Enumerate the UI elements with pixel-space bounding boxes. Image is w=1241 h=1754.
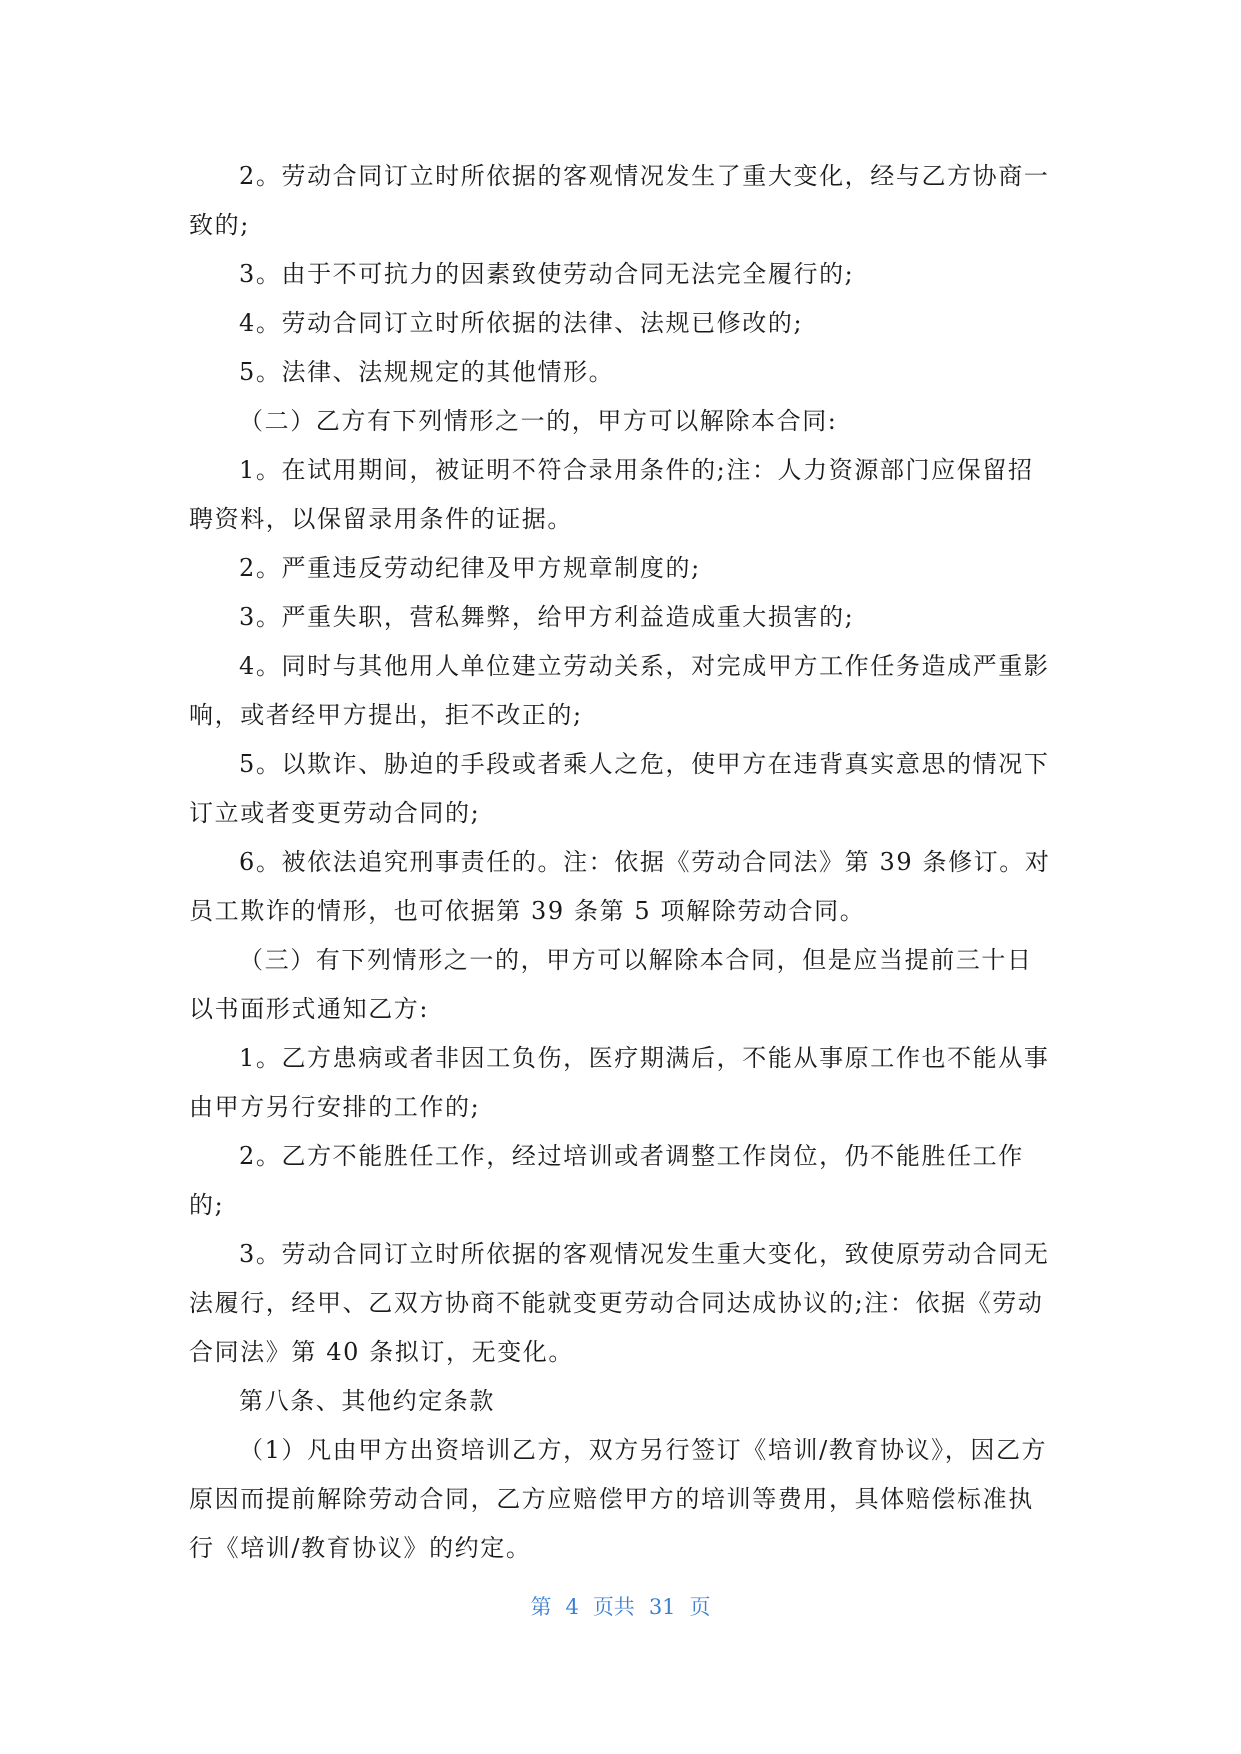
footer-suffix: 页 [689,1595,711,1619]
clause-paragraph: 6。被依法追究刑事责任的。注：依据《劳动合同法》第 39 条修订。对员工欺诈的情形，也可依据第 39 条第 5 项解除劳动合同。 [189,848,1051,925]
section-heading: （二）乙方有下列情形之一的，甲方可以解除本合同: [239,407,838,435]
page-footer [0,1591,1241,1621]
section-heading: （三）有下列情形之一的，甲方可以解除本合同，但是应当提前三十日以书面形式通知乙方: [189,946,1033,1023]
clause-paragraph: 3。由于不可抗力的因素致使劳动合同无法完全履行的; [239,260,855,288]
clause-paragraph: 2。乙方不能胜任工作，经过培训或者调整工作岗位，仍不能胜任工作的; [189,1142,1024,1219]
article-heading: 第八条、其他约定条款 [239,1387,495,1415]
footer-middle: 页共 [592,1595,635,1619]
clause-paragraph: 5。法律、法规规定的其他情形。 [239,358,615,386]
clause-paragraph: 2。严重违反劳动纪律及甲方规章制度的; [239,554,701,582]
clause-paragraph: 1。在试用期间，被证明不符合录用条件的;注：人力资源部门应保留招聘资料，以保留录用条件的证据。 [189,456,1034,533]
clause-paragraph: 4。劳动合同订立时所依据的法律、法规已修改的; [239,309,804,337]
clause-paragraph: 3。严重失职，营私舞弊，给甲方利益造成重大损害的; [239,603,855,631]
clause-paragraph: 5。以欺诈、胁迫的手段或者乘人之危，使甲方在违背真实意思的情况下订立或者变更劳动合同的; [189,750,1050,827]
clause-paragraph: 3。劳动合同订立时所依据的客观情况发生重大变化，致使原劳动合同无法履行，经甲、乙双方协商不能就变更劳动合同达成协议的;注：依据《劳动合同法》第 40 条拟订，无变化。 [189,1240,1050,1366]
footer-total-pages: 31 [648,1595,676,1619]
clause-paragraph: 2。劳动合同订立时所依据的客观情况发生了重大变化，经与乙方协商一致的; [189,162,1050,239]
footer-current-page: 4 [565,1595,579,1619]
clause-paragraph: （1）凡由甲方出资培训乙方，双方另行签订《培训/教育协议》，因乙方原因而提前解除劳动合同，乙方应赔偿甲方的培训等费用，具体赔偿标准执行《培训/教育协议》的约定。 [189,1436,1048,1562]
clause-paragraph: 4。同时与其他用人单位建立劳动关系，对完成甲方工作任务造成严重影响，或者经甲方提出，拒不改正的; [189,652,1050,729]
footer-prefix: 第 [530,1595,552,1619]
document-body [189,152,1053,1573]
clause-paragraph: 1。乙方患病或者非因工负伤，医疗期满后，不能从事原工作也不能从事由甲方另行安排的工作的; [189,1044,1050,1121]
